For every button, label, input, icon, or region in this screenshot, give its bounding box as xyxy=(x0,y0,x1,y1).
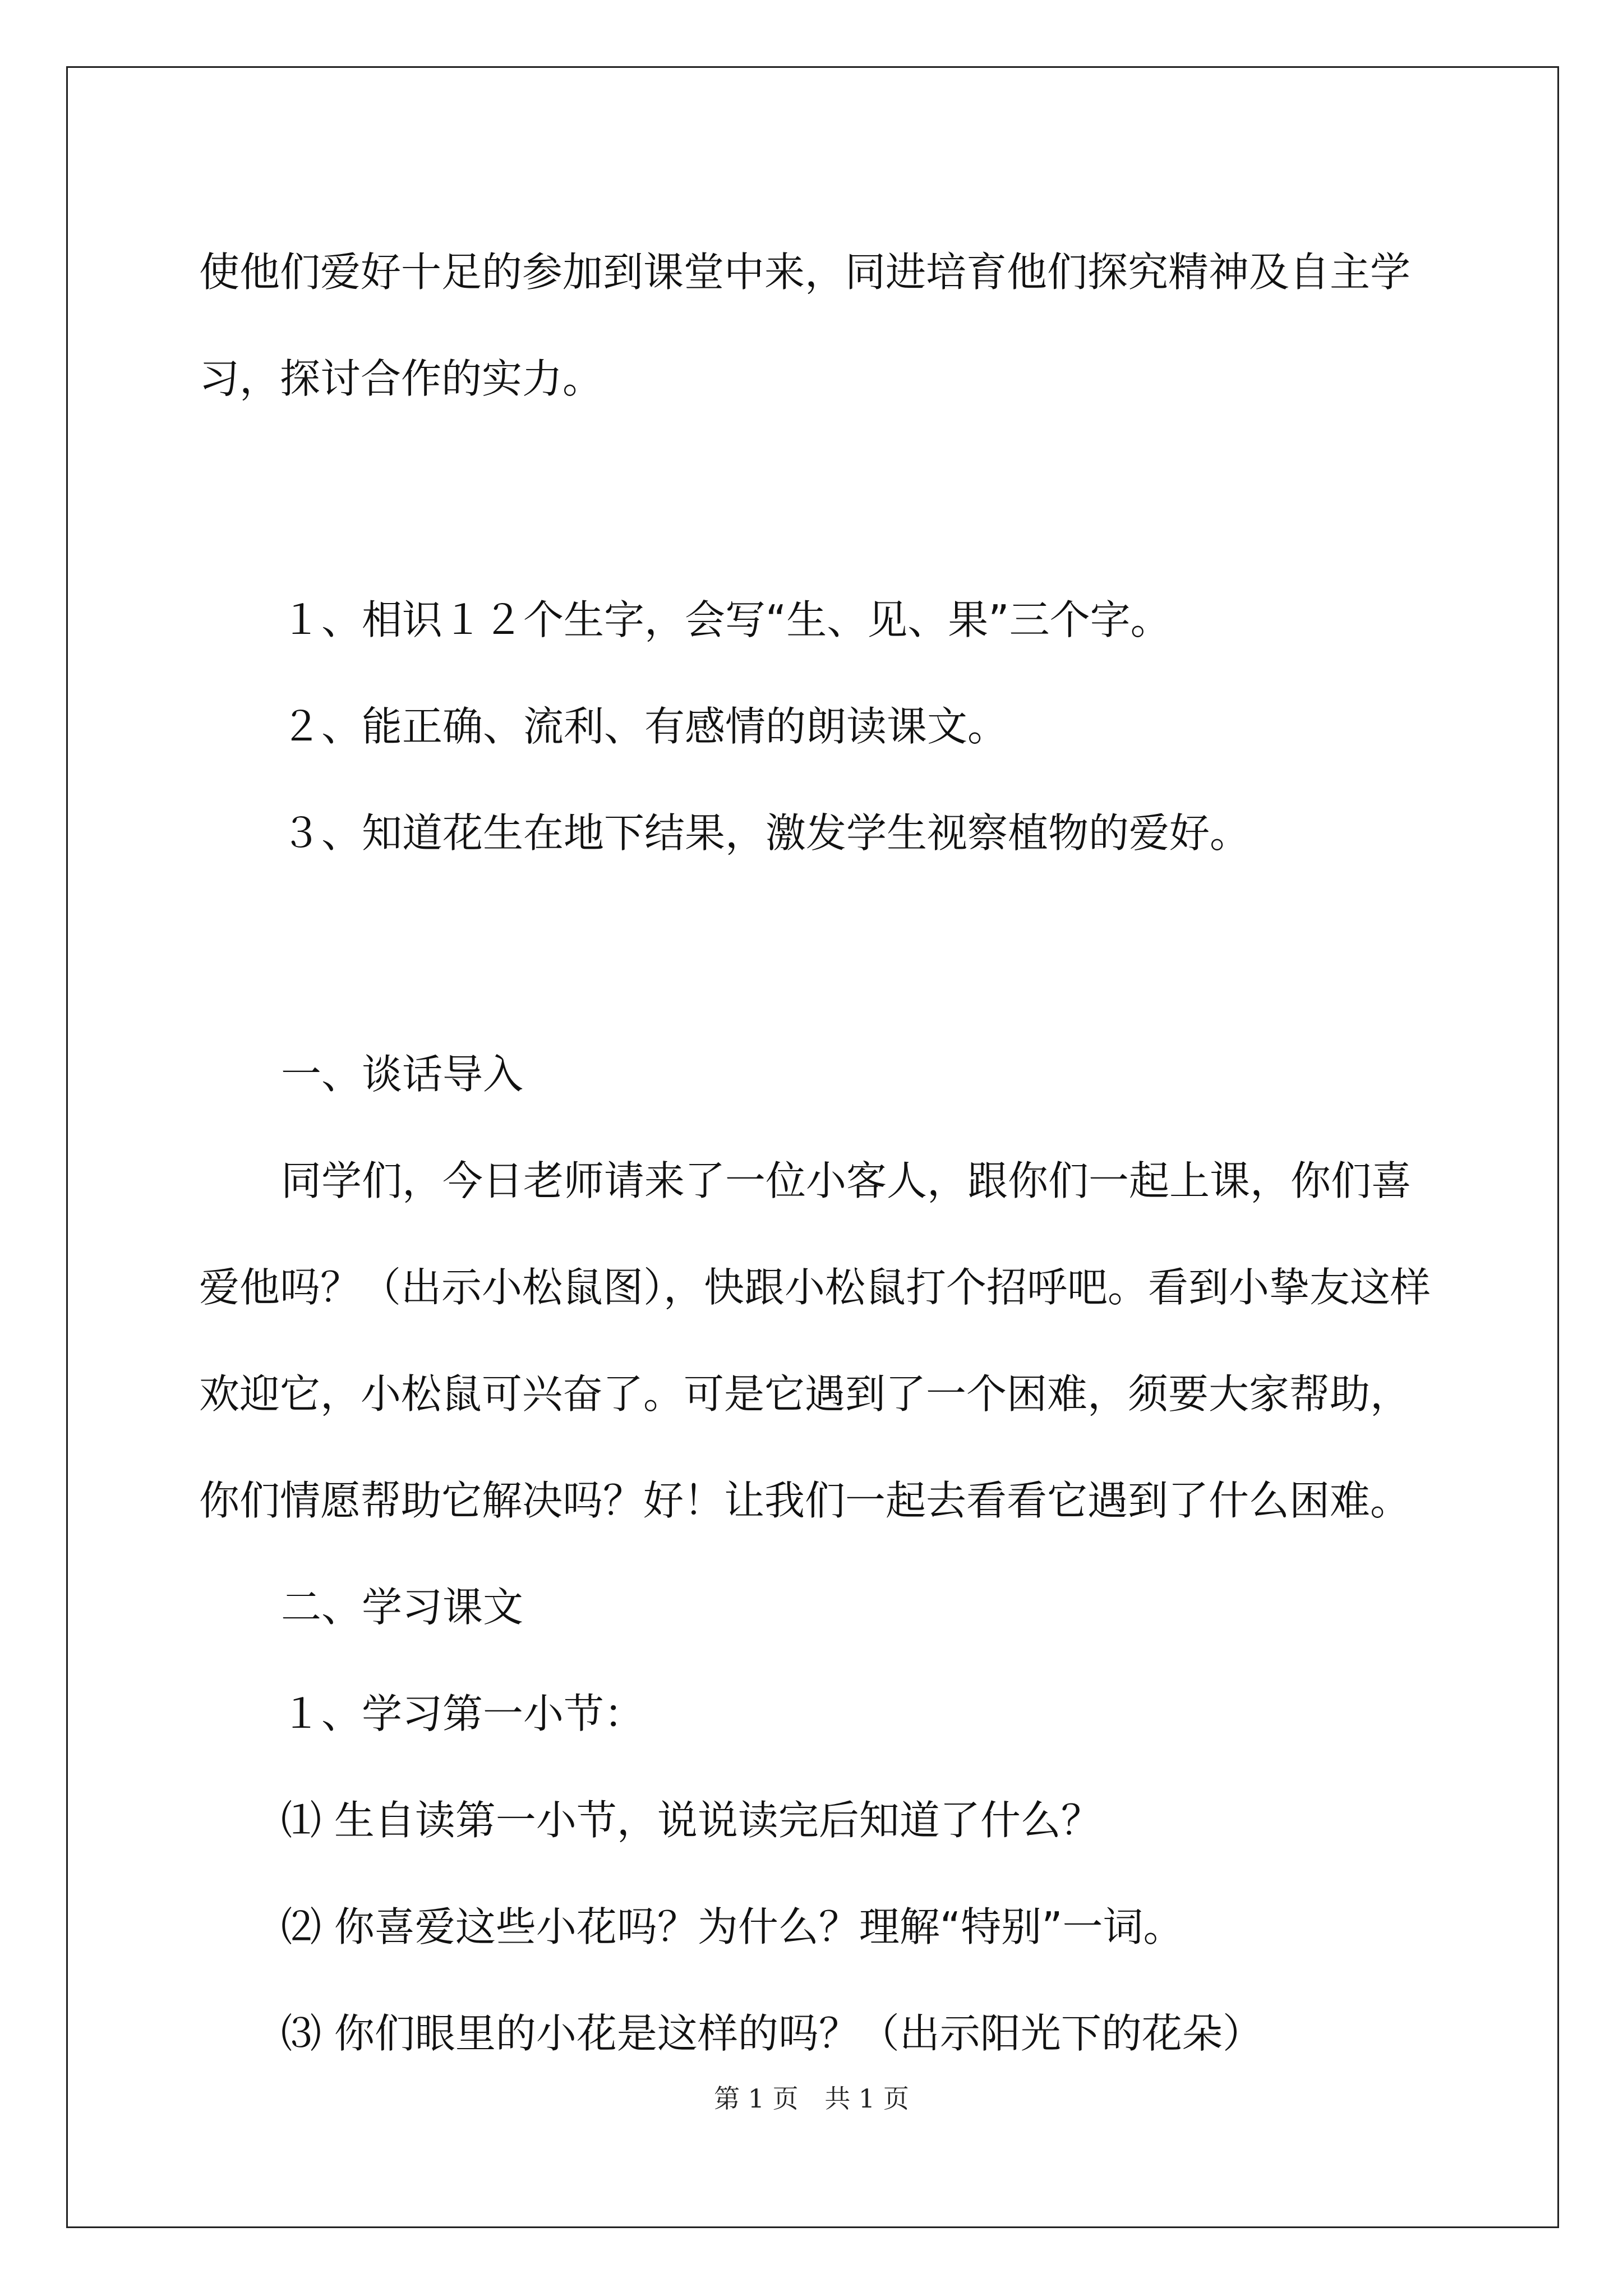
document-body xyxy=(199,219,1433,2087)
step-item-3: ⑶ 你们眼里的小花是这样的吗？（出示阳光下的花朵） xyxy=(281,2010,1263,2057)
goal-item-2: ２、能正确、流利、有感情的朗读课文。 xyxy=(281,703,1008,750)
paragraph-line-3: 欢迎它，小松鼠可兴奋了。可是它遇到了一个困难，须要大家帮助， xyxy=(199,1370,1411,1418)
paragraph-line-4: 你们情愿帮助它解决吗？好！让我们一起去看看它遇到了什么困难。 xyxy=(199,1477,1411,1524)
step-item-1: ⑴ 生自读第一小节，说说读完后知道了什么？ xyxy=(281,1797,1101,1844)
section-heading-study: 二、学习课文 xyxy=(281,1584,524,1631)
goal-item-3: ３、知道花生在地下结果，激发学生视察植物的爱好。 xyxy=(281,809,1251,857)
step-item-2: ⑵ 你喜爱这些小花吗？为什么？理解“特别”一词。 xyxy=(281,1903,1184,1950)
paragraph-line-1: 同学们，今日老师请来了一位小客人，跟你们一起上课，你们喜 xyxy=(281,1157,1412,1204)
goal-item-1: １、相识１２个生字，会写“生、见、果”三个字。 xyxy=(281,596,1171,643)
intro-line-1: 使他们爱好十足的参加到课堂中来，同进培育他们探究精神及自主学 xyxy=(199,249,1411,296)
page-number: 第 1 页 xyxy=(714,2083,799,2114)
intro-line-2: 习，探讨合作的实力。 xyxy=(199,355,603,402)
section-heading-intro: 一、谈话导入 xyxy=(281,1051,524,1098)
sub-heading-first-section: １、学习第一小节： xyxy=(281,1690,645,1737)
paragraph-line-2: 爱他吗？（出示小松鼠图），快跟小松鼠打个招呼吧。看到小挚友这样 xyxy=(199,1264,1431,1311)
total-pages: 共 1 页 xyxy=(824,2083,909,2114)
page-footer xyxy=(0,2078,1623,2115)
